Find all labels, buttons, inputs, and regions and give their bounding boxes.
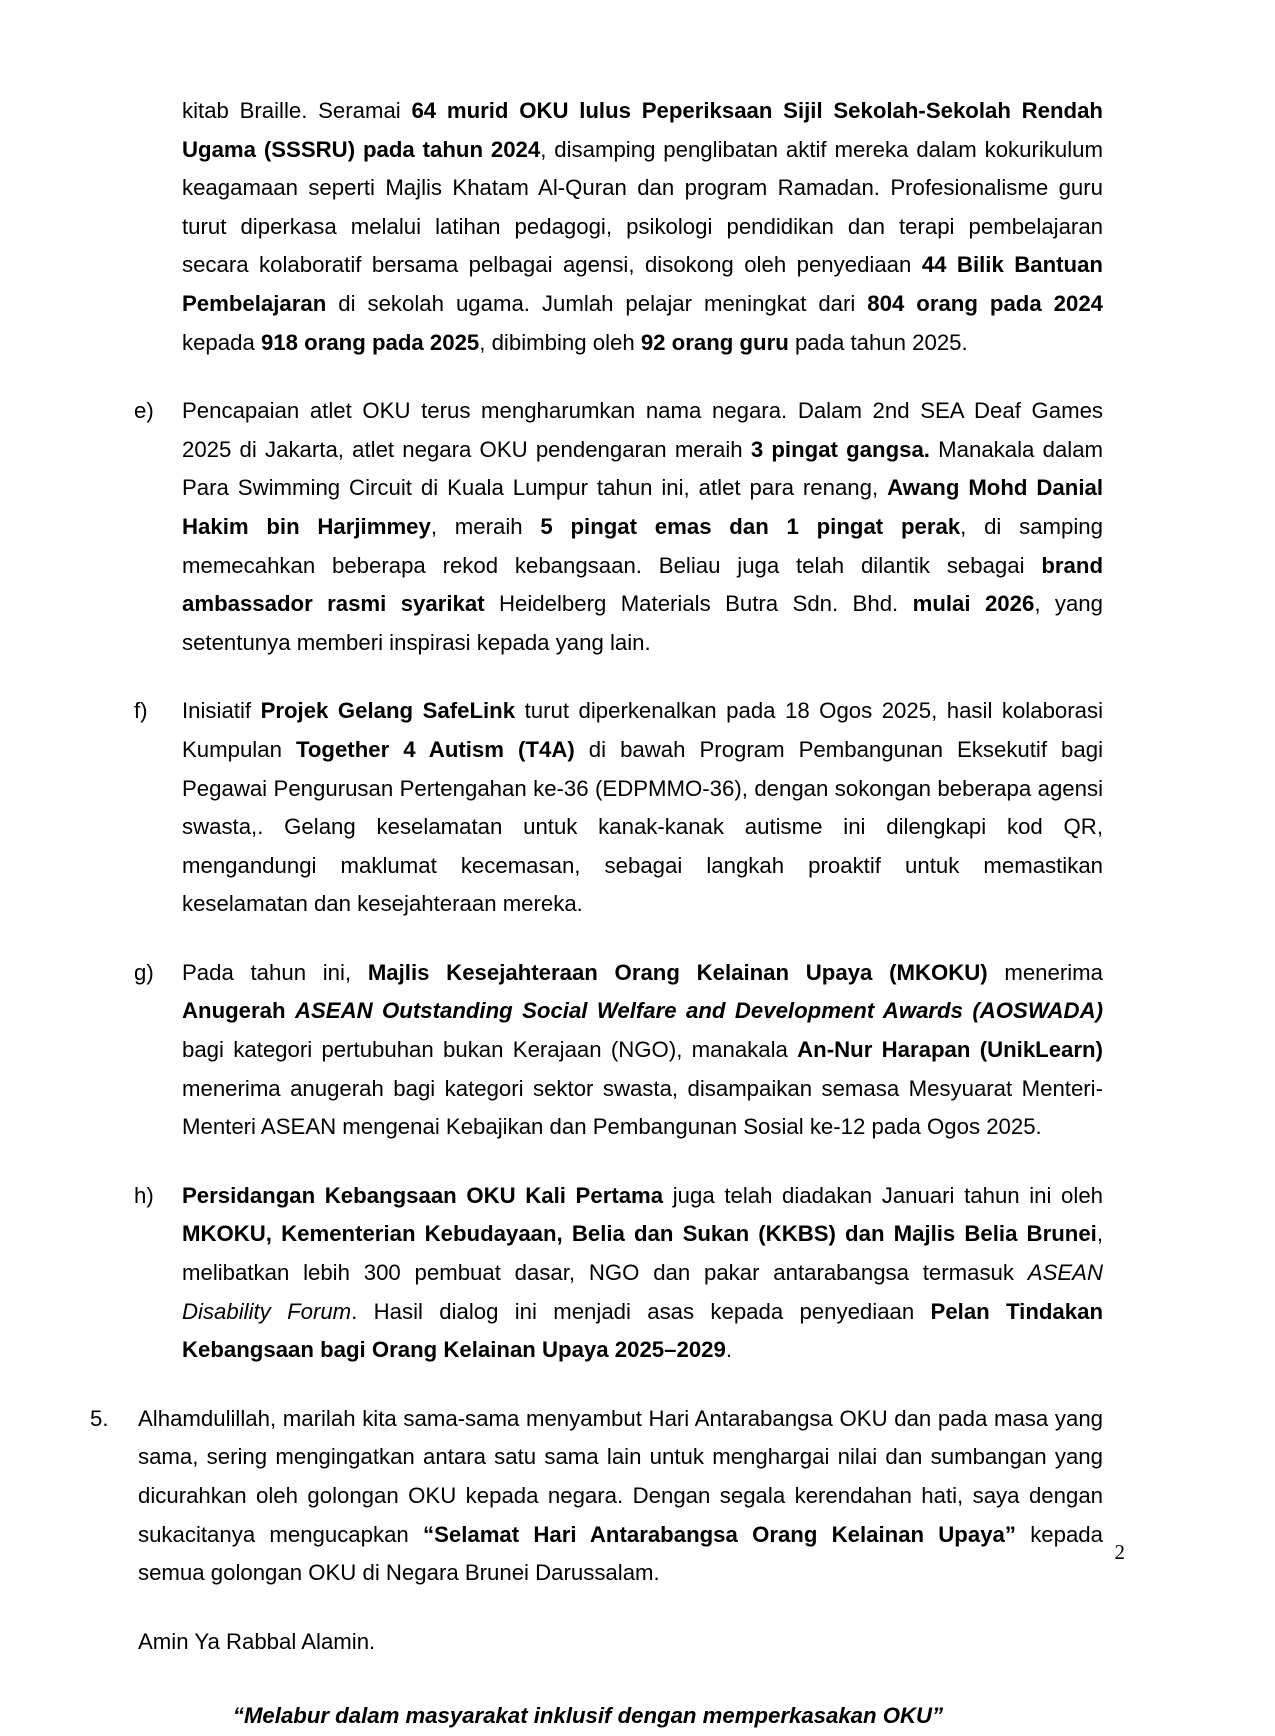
text-run: 44 Bilik Bantuan Pembelajaran [182, 252, 1103, 316]
list-body-e [182, 392, 1103, 662]
text-run: Awang Mohd Danial Hakim bin Harjimmey [182, 475, 1103, 539]
text-run: ASEAN Outstanding Social Welfare and Development Awards (AOSWADA) [294, 998, 1103, 1024]
text-run: , disamping penglibatan aktif mereka dalam kokurikulum keagamaan seperti Majlis Khatam Al-Quran dan program Ramadan. Profesionalisme guru turut diperkasa melalui latihan pedagogi, psikologi pendidikan dan terapi pembelajaran secara kolaboratif bersama pelbagai agensi, disokong oleh penyediaan [182, 136, 1103, 278]
text-run: Projek Gelang SafeLink [260, 698, 516, 724]
text-run: . Hasil dialog ini menjadi asas kepada penyediaan [351, 1298, 931, 1324]
document-body [90, 92, 1103, 1736]
list-marker-g: g) [134, 959, 154, 985]
text-run: 918 orang pada 2025 [260, 329, 480, 355]
text-run: Persidangan Kebangsaan OKU Kali Pertama [182, 1182, 664, 1208]
text-run: juga telah diadakan Januari tahun ini oleh [663, 1182, 1104, 1208]
text-run: menerima anugerah bagi kategori sektor swasta, disampaikan semasa Mesyuarat Menteri-Menteri ASEAN mengenai Kebajikan dan Pembangunan Sosial ke-12 pada Ogos 2025. [182, 1075, 1103, 1140]
text-run: turut diperkenalkan pada 18 Ogos 2025, hasil kolaborasi Kumpulan [182, 698, 1104, 762]
text-run: kepada [182, 329, 261, 355]
text-run: 3 pingat gangsa. [750, 436, 930, 462]
list-item-g [90, 954, 1103, 1147]
text-run: Pelan Tindakan Kebangsaan bagi Orang Kelainan Upaya 2025–2029 [182, 1298, 1103, 1363]
list-item-h [90, 1177, 1103, 1370]
text-run: mulai 2026 [912, 591, 1035, 617]
text-run: kepada semua golongan OKU di Negara Brunei Darussalam. [138, 1521, 1103, 1586]
numbered-item-5 [90, 1400, 1103, 1593]
text-run: Pada tahun ini, [182, 959, 368, 985]
text-run: Alhamdulillah, marilah kita sama-sama menyambut Hari Antarabangsa OKU dan pada masa yang sama, sering mengingatkan antara satu sama lain untuk menghargai nilai dan sumbangan yang dicurahkan oleh golongan OKU kepada negara. Dengan segala kerendahan hati, saya dengan sukacitanya mengucapkan [138, 1405, 1103, 1547]
text-run: Inisiatif [182, 698, 261, 724]
list-item-e [90, 392, 1103, 662]
text-run: Together 4 Autism (T4A) [295, 736, 575, 762]
text-run: , meraih [430, 513, 541, 539]
text-run: , dibimbing oleh [479, 329, 641, 355]
list-marker-f: f) [134, 698, 148, 724]
text-run: , yang setentunya memberi inspirasi kepada yang lain. [182, 591, 1103, 655]
text-run: kitab Braille. Seramai [182, 98, 412, 123]
text-run: di sekolah ugama. Jumlah pelajar meningkat dari [326, 290, 868, 316]
numbered-body-5 [138, 1400, 1103, 1593]
list-body-g [182, 954, 1103, 1147]
text-run: 92 orang guru [640, 329, 789, 355]
text-run: Heidelberg Materials Butra Sdn. Bhd. [484, 591, 913, 617]
text-run: menerima [987, 959, 1103, 985]
paragraph-continued [182, 92, 1103, 362]
page-number: 2 [1114, 1540, 1125, 1564]
text-run: , di samping memecahkan beberapa rekod kebangsaan. Beliau juga telah dilantik sebagai [182, 513, 1103, 578]
closing-line: Amin Ya Rabbal Alamin. [138, 1628, 376, 1654]
text-run: brand ambassador rasmi syarikat [182, 552, 1103, 617]
tagline: “Melabur dalam masyarakat inklusif dengan memperkasakan OKU” [232, 1703, 944, 1729]
text-run: pada tahun 2025. [788, 329, 968, 355]
text-run: MKOKU, Kementerian Kebudayaan, Belia dan Sukan (KKBS) dan Majlis Belia Brunei [182, 1221, 1097, 1247]
list-body-h [182, 1177, 1103, 1370]
text-run: Majlis Kesejahteraan Orang Kelainan Upaya (MKOKU) [367, 959, 988, 985]
text-run: . [725, 1337, 733, 1363]
text-run: bagi kategori pertubuhan bukan Kerajaan (NGO), manakala [182, 1037, 798, 1063]
list-marker-h: h) [134, 1182, 154, 1208]
list-marker-e: e) [134, 398, 154, 424]
text-run: An-Nur Harapan (UnikLearn) [797, 1037, 1103, 1063]
text-run: di bawah Program Pembangunan Eksekutif bagi Pegawai Pengurusan Pertengahan ke-36 (EDPMMO-36), dengan sokongan beberapa agensi swasta,. Gelang keselamatan untuk kanak-kanak autisme ini dilengkapi kod QR, mengandungi maklumat kecemasan, sebagai langkah proaktif untuk memastikan keselamatan dan kesejahteraan mereka. [182, 736, 1103, 917]
text-run: ASEAN Disability Forum [182, 1260, 1103, 1324]
text-run: 64 murid OKU lulus Peperiksaan Sijil Sekolah-Sekolah Rendah Ugama (SSSRU) pada tahun 2024 [182, 98, 1103, 162]
list-item-f [90, 692, 1103, 924]
text-run: 5 pingat emas dan 1 pingat perak [540, 513, 961, 539]
text-run: Manakala dalam Para Swimming Circuit di Kuala Lumpur tahun ini, atlet para renang, [182, 436, 1104, 501]
text-run: “Selamat Hari Antarabangsa Orang Kelainan Upaya” [422, 1521, 1016, 1547]
numbered-marker-5: 5. [90, 1405, 109, 1431]
text-run: Anugerah [182, 998, 295, 1024]
text-run: 804 orang pada 2024 [867, 290, 1103, 316]
text-run: Pencapaian atlet OKU terus mengharumkan nama negara. Dalam 2nd SEA Deaf Games 2025 di Jakarta, atlet negara OKU pendengaran meraih [182, 398, 1103, 462]
text-run: , melibatkan lebih 300 pembuat dasar, NGO dan pakar antarabangsa termasuk [182, 1221, 1103, 1286]
list-body-f [182, 692, 1103, 924]
